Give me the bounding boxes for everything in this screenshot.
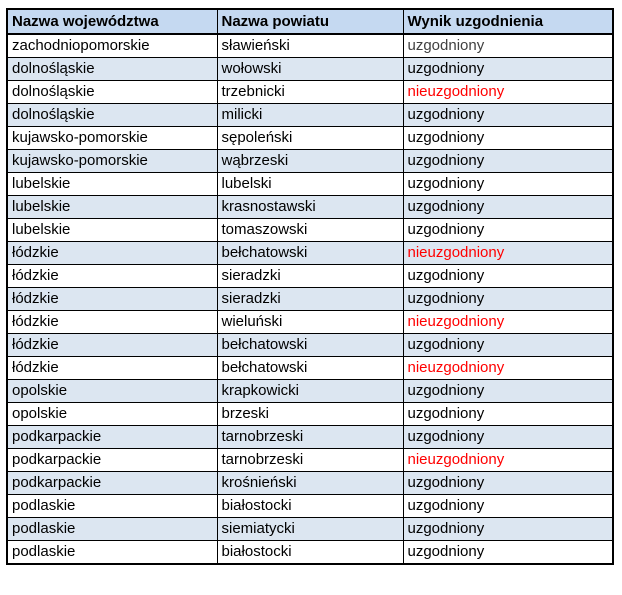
cell-voivodeship[interactable]: podkarpackie — [7, 449, 217, 472]
cell-result[interactable]: uzgodniony — [403, 34, 613, 58]
cell-result[interactable]: uzgodniony — [403, 127, 613, 150]
cell-voivodeship[interactable]: łódzkie — [7, 311, 217, 334]
table-row — [7, 518, 613, 541]
cell-county[interactable]: milicki — [217, 104, 403, 127]
cell-voivodeship[interactable]: dolnośląskie — [7, 81, 217, 104]
cell-county[interactable]: bełchatowski — [217, 357, 403, 380]
cell-voivodeship[interactable]: podlaskie — [7, 518, 217, 541]
cell-county[interactable]: siemiatycki — [217, 518, 403, 541]
cell-county[interactable]: bełchatowski — [217, 242, 403, 265]
cell-county[interactable]: białostocki — [217, 541, 403, 565]
cell-voivodeship[interactable]: opolskie — [7, 403, 217, 426]
cell-county[interactable]: sieradzki — [217, 265, 403, 288]
cell-voivodeship[interactable]: podlaskie — [7, 541, 217, 565]
cell-result[interactable]: uzgodniony — [403, 518, 613, 541]
cell-result[interactable]: uzgodniony — [403, 472, 613, 495]
cell-county[interactable]: tarnobrzeski — [217, 426, 403, 449]
cell-county[interactable]: białostocki — [217, 495, 403, 518]
cell-voivodeship[interactable]: lubelskie — [7, 219, 217, 242]
table-row — [7, 34, 613, 58]
table-row — [7, 58, 613, 81]
header-county[interactable]: Nazwa powiatu — [217, 9, 403, 34]
cell-voivodeship[interactable]: łódzkie — [7, 265, 217, 288]
cell-result[interactable]: uzgodniony — [403, 495, 613, 518]
cell-result[interactable]: nieuzgodniony — [403, 449, 613, 472]
cell-county[interactable]: krapkowicki — [217, 380, 403, 403]
cell-result[interactable]: uzgodniony — [403, 334, 613, 357]
table-row — [7, 242, 613, 265]
cell-result[interactable]: uzgodniony — [403, 403, 613, 426]
cell-voivodeship[interactable]: podkarpackie — [7, 426, 217, 449]
cell-county[interactable]: wieluński — [217, 311, 403, 334]
cell-voivodeship[interactable]: dolnośląskie — [7, 104, 217, 127]
header-voivodeship[interactable]: Nazwa województwa — [7, 9, 217, 34]
cell-county[interactable]: sępoleński — [217, 127, 403, 150]
table-row — [7, 150, 613, 173]
table-row — [7, 357, 613, 380]
table-row — [7, 472, 613, 495]
cell-result[interactable]: uzgodniony — [403, 196, 613, 219]
table-row — [7, 196, 613, 219]
cell-voivodeship[interactable]: łódzkie — [7, 357, 217, 380]
cell-result[interactable]: uzgodniony — [403, 541, 613, 565]
cell-result[interactable]: uzgodniony — [403, 219, 613, 242]
cell-county[interactable]: wąbrzeski — [217, 150, 403, 173]
cell-result[interactable]: uzgodniony — [403, 150, 613, 173]
cell-result[interactable]: uzgodniony — [403, 58, 613, 81]
cell-result[interactable]: nieuzgodniony — [403, 81, 613, 104]
cell-voivodeship[interactable]: kujawsko-pomorskie — [7, 127, 217, 150]
table-row — [7, 104, 613, 127]
table-row — [7, 426, 613, 449]
cell-result[interactable]: uzgodniony — [403, 173, 613, 196]
cell-voivodeship[interactable]: łódzkie — [7, 334, 217, 357]
cell-county[interactable]: wołowski — [217, 58, 403, 81]
table-row — [7, 495, 613, 518]
table-row — [7, 311, 613, 334]
cell-county[interactable]: krasnostawski — [217, 196, 403, 219]
cell-voivodeship[interactable]: podkarpackie — [7, 472, 217, 495]
table-row — [7, 81, 613, 104]
cell-county[interactable]: trzebnicki — [217, 81, 403, 104]
cell-voivodeship[interactable]: łódzkie — [7, 242, 217, 265]
results-table — [6, 8, 614, 565]
table-row — [7, 541, 613, 565]
cell-county[interactable]: sieradzki — [217, 288, 403, 311]
cell-county[interactable]: tarnobrzeski — [217, 449, 403, 472]
cell-voivodeship[interactable]: opolskie — [7, 380, 217, 403]
cell-result[interactable]: uzgodniony — [403, 265, 613, 288]
cell-county[interactable]: brzeski — [217, 403, 403, 426]
cell-voivodeship[interactable]: kujawsko-pomorskie — [7, 150, 217, 173]
cell-county[interactable]: tomaszowski — [217, 219, 403, 242]
table-row — [7, 380, 613, 403]
table-body — [7, 34, 613, 564]
header-result[interactable]: Wynik uzgodnienia — [403, 9, 613, 34]
cell-result[interactable]: uzgodniony — [403, 104, 613, 127]
cell-result[interactable]: nieuzgodniony — [403, 357, 613, 380]
cell-result[interactable]: nieuzgodniony — [403, 242, 613, 265]
cell-result[interactable]: uzgodniony — [403, 426, 613, 449]
cell-county[interactable]: sławieński — [217, 34, 403, 58]
table-row — [7, 449, 613, 472]
cell-voivodeship[interactable]: zachodniopomorskie — [7, 34, 217, 58]
table-row — [7, 127, 613, 150]
cell-result[interactable]: uzgodniony — [403, 380, 613, 403]
table-row — [7, 219, 613, 242]
cell-voivodeship[interactable]: podlaskie — [7, 495, 217, 518]
table-row — [7, 288, 613, 311]
cell-voivodeship[interactable]: lubelskie — [7, 173, 217, 196]
cell-voivodeship[interactable]: łódzkie — [7, 288, 217, 311]
cell-voivodeship[interactable]: lubelskie — [7, 196, 217, 219]
table-row — [7, 334, 613, 357]
cell-voivodeship[interactable]: dolnośląskie — [7, 58, 217, 81]
table-row — [7, 403, 613, 426]
table-row — [7, 265, 613, 288]
cell-result[interactable]: nieuzgodniony — [403, 311, 613, 334]
cell-county[interactable]: lubelski — [217, 173, 403, 196]
cell-county[interactable]: krośnieński — [217, 472, 403, 495]
cell-county[interactable]: bełchatowski — [217, 334, 403, 357]
cell-result[interactable]: uzgodniony — [403, 288, 613, 311]
table-row — [7, 173, 613, 196]
header-row — [7, 9, 613, 34]
